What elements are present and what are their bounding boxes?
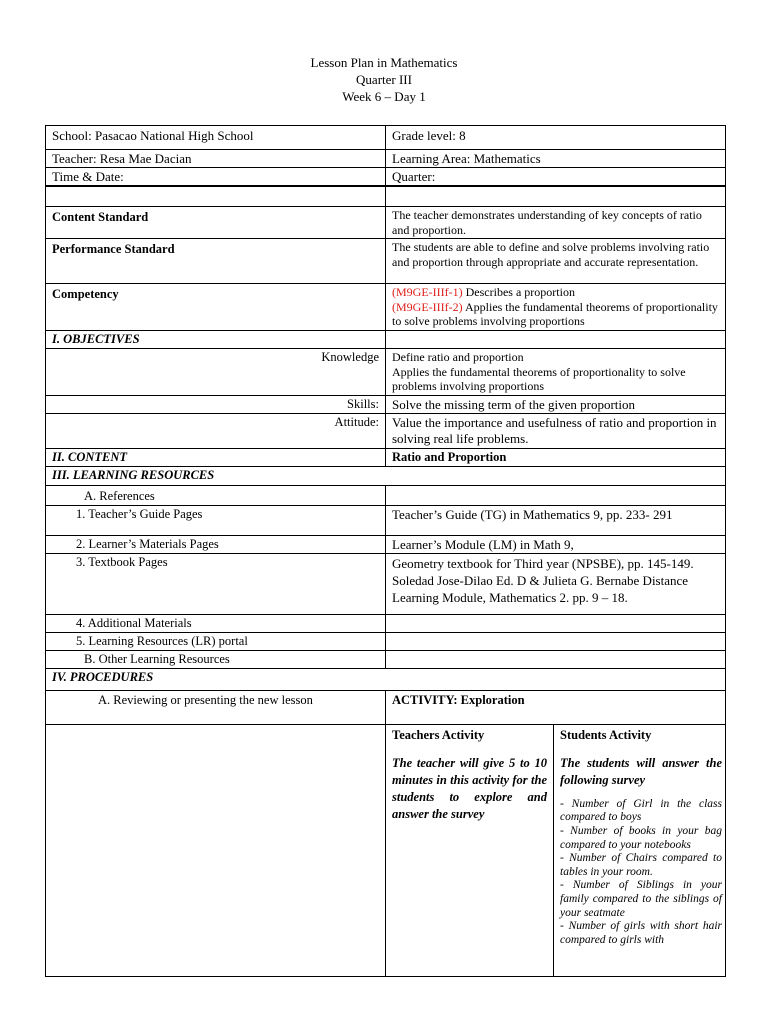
survey-item: - Number of Girl in the class compared to boys (560, 797, 722, 824)
survey-item: - Number of books in your bag compared to your notebooks (560, 824, 722, 851)
learners-materials-value: Learner’s Module (LM) in Math 9, (386, 535, 726, 553)
grade-cell: Grade level: 8 (386, 126, 726, 150)
textbook-label: 3. Textbook Pages (46, 553, 386, 614)
knowledge-line-2: Applies the fundamental theorems of proportionality to solve problems involving proportions (392, 364, 686, 394)
competency-text-1: Describes a proportion (462, 285, 575, 300)
additional-materials-blank (386, 614, 726, 632)
learning-area-cell: Learning Area: Mathematics (386, 150, 726, 168)
week-day-line: Week 6 – Day 1 (342, 89, 426, 104)
survey-item: - Number of Chairs compared to tables in your room. (560, 852, 722, 878)
textbook-value: Geometry textbook for Third year (NPSBE), pp. 145-149. Soledad Jose-Dilao Ed. D & Julieta G. Bernabe Distance Learning Module, Mathematics 2. pp. 9 – 18. (386, 553, 726, 614)
blank-cell-left (46, 187, 386, 207)
teachers-guide-label: 1. Teacher’s Guide Pages (46, 505, 386, 535)
knowledge-label: Knowledge (46, 348, 386, 395)
objectives-blank (386, 330, 726, 348)
lesson-plan-title: Lesson Plan in Mathematics (310, 55, 458, 70)
page-header (0, 54, 768, 105)
lr-portal-label: 5. Learning Resources (LR) portal (46, 632, 386, 650)
learning-resources-heading: III. LEARNING RESOURCES (46, 466, 726, 485)
info-table (45, 125, 726, 186)
teachers-guide-value: Teacher’s Guide (TG) in Mathematics 9, pp. 233- 291 (386, 505, 726, 535)
knowledge-text (386, 348, 726, 395)
teachers-activity-text: The teacher will give 5 to 10 minutes in this activity for the students to explore and answer the survey (392, 755, 547, 821)
competency-text-2: Applies the fundamental theorems of proportionality to solve problems involving proportions (392, 299, 718, 329)
students-activity-heading: Students Activity (560, 727, 652, 742)
content-standard-label: Content Standard (46, 207, 386, 239)
additional-materials-label: 4. Additional Materials (46, 614, 386, 632)
attitude-text: Value the importance and usefulness of ratio and proportion in solving real life problems. (386, 413, 726, 448)
attitude-label: Attitude: (46, 413, 386, 448)
knowledge-line-1: Define ratio and proportion (392, 349, 524, 364)
quarter-cell: Quarter: (386, 168, 726, 186)
performance-standard-label: Performance Standard (46, 239, 386, 284)
references-blank (386, 485, 726, 505)
references-label: A. References (46, 485, 386, 505)
skills-text: Solve the missing term of the given proportion (386, 395, 726, 413)
objectives-heading: I. OBJECTIVES (46, 330, 386, 348)
competency-text (386, 284, 726, 331)
other-resources-label: B. Other Learning Resources (46, 650, 386, 668)
teachers-activity-heading: Teachers Activity (392, 727, 485, 742)
content-value: Ratio and Proportion (386, 448, 726, 466)
survey-item: - Number of Siblings in your family compared to the siblings of your seatmate (560, 879, 722, 919)
skills-label: Skills: (46, 395, 386, 413)
survey-list (560, 798, 722, 948)
time-date-cell: Time & Date: (46, 168, 386, 186)
teacher-cell: Teacher: Resa Mae Dacian (46, 150, 386, 168)
procedures-heading: IV. PROCEDURES (46, 668, 726, 690)
performance-standard-text: The students are able to define and solve problems involving ratio and proportion through appropriate and accurate representation. (386, 239, 726, 284)
other-resources-blank (386, 650, 726, 668)
students-activity-cell (554, 724, 726, 976)
competency-label: Competency (46, 284, 386, 331)
competency-code-2: (M9GE-IIIf-2) (392, 299, 463, 314)
school-cell: School: Pasacao National High School (46, 126, 386, 150)
students-activity-text: The students will answer the following survey (560, 755, 722, 787)
lr-portal-blank (386, 632, 726, 650)
lesson-table (45, 186, 726, 977)
reviewing-lesson-label: A. Reviewing or presenting the new lesson (46, 690, 386, 724)
activity-exploration: ACTIVITY: Exploration (386, 690, 726, 724)
quarter-line: Quarter III (356, 72, 412, 87)
content-standard-text: The teacher demonstrates understanding of key concepts of ratio and proportion. (386, 207, 726, 239)
survey-item: - Number of girls with short hair compared to girls with (560, 920, 722, 946)
content-heading: II. CONTENT (46, 448, 386, 466)
teachers-activity-cell (386, 724, 554, 976)
procedures-blank (46, 724, 386, 976)
blank-cell-right (386, 187, 726, 207)
competency-code-1: (M9GE-IIIf-1) (392, 285, 463, 300)
learners-materials-label: 2. Learner’s Materials Pages (46, 535, 386, 553)
